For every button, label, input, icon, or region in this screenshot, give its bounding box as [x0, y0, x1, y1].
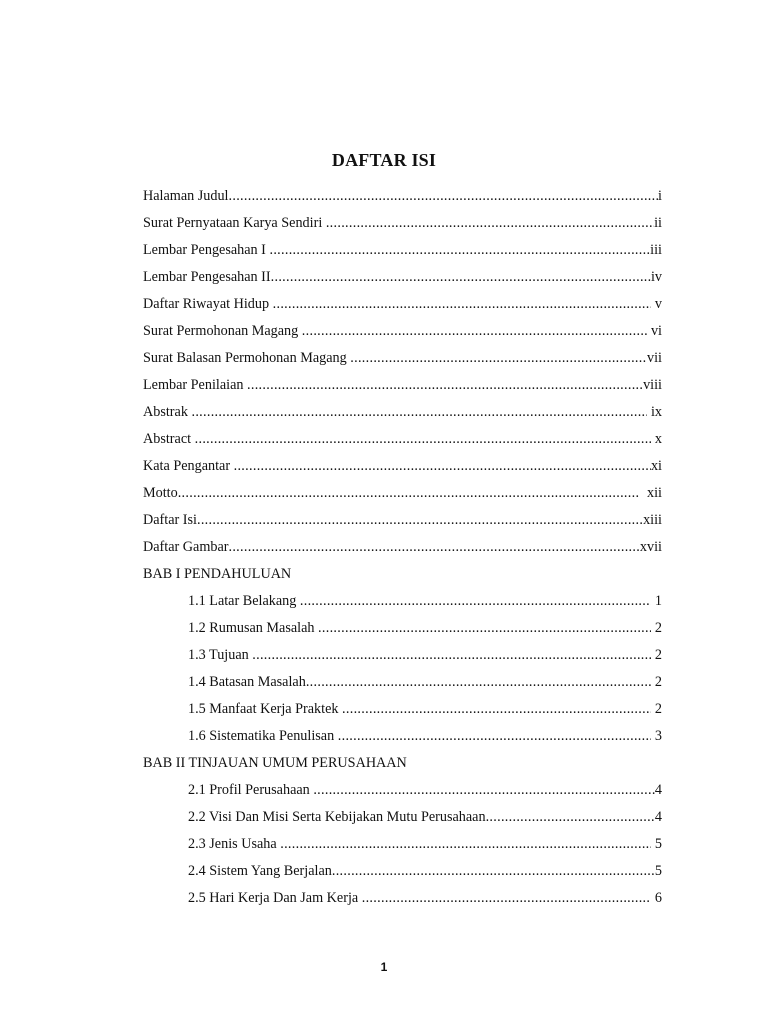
toc-entry — [143, 885, 662, 912]
toc-leader-dots — [332, 863, 655, 880]
toc-entry-label: 2.1 Profil Perusahaan — [188, 782, 314, 798]
toc-leader-dots — [252, 647, 651, 664]
toc-leader-dots — [197, 512, 643, 529]
toc-entry — [143, 669, 662, 696]
toc-entry — [143, 372, 662, 399]
toc-entry-label: 1.4 Batasan Masalah — [188, 674, 306, 690]
toc-entry-label: Motto — [143, 485, 178, 501]
toc-entry — [143, 804, 662, 831]
toc-leader-dots — [247, 377, 643, 394]
toc-entry — [143, 696, 662, 723]
toc-leader-dots — [178, 485, 640, 502]
toc-entry-page: 2 — [651, 620, 662, 636]
toc-entry-page: 3 — [651, 728, 662, 744]
toc-leader-dots — [269, 242, 650, 259]
toc-entry-label: Halaman Judul — [143, 188, 229, 204]
toc-entry — [143, 237, 662, 264]
toc-chapter-heading — [143, 561, 662, 588]
toc-entry-label: Lembar Pengesahan II — [143, 269, 271, 285]
toc-leader-dots — [191, 404, 647, 421]
toc-entry-page: 2 — [651, 701, 662, 717]
toc-entry-label: Abstract — [143, 431, 195, 447]
toc-entry-page: 5 — [654, 863, 662, 879]
toc-entry-label: 2.3 Jenis Usaha — [188, 836, 281, 852]
toc-entry — [143, 642, 662, 669]
toc-entry-label: 1.6 Sistematika Penulisan — [188, 728, 338, 744]
toc-entry-page: iii — [650, 242, 662, 258]
toc-entry — [143, 291, 662, 318]
toc-leader-dots — [362, 890, 652, 907]
toc-entry-label: Lembar Penilaian — [143, 377, 248, 393]
toc-leader-dots — [326, 215, 654, 232]
toc-entry-label: Daftar Isi — [143, 512, 197, 528]
toc-entry-label: 1.2 Rumusan Masalah — [188, 620, 319, 636]
toc-leader-dots — [300, 593, 651, 610]
toc-leader-dots — [486, 809, 655, 826]
toc-leader-dots — [271, 269, 651, 286]
toc-entry — [143, 264, 662, 291]
toc-entry-label: Kata Pengantar — [143, 458, 234, 474]
toc-entry — [143, 858, 662, 885]
toc-entry-page: 4 — [654, 782, 662, 798]
toc-entry-page: 6 — [651, 890, 662, 906]
toc-entry-label: BAB I PENDAHULUAN — [143, 566, 292, 582]
toc-leader-dots — [313, 782, 655, 799]
toc-entry-page: 1 — [651, 593, 662, 609]
toc-entry-page: xi — [650, 458, 662, 474]
toc-entry-page: 2 — [651, 674, 662, 690]
toc-chapter-heading — [143, 750, 662, 777]
page-title: DAFTAR ISI — [331, 150, 437, 170]
toc-entry — [143, 534, 662, 561]
toc-entry-label: Surat Balasan Permohonan Magang — [143, 350, 351, 366]
toc-entry-page: iv — [650, 269, 662, 285]
toc-entry — [143, 453, 662, 480]
toc-entry — [143, 345, 662, 372]
toc-entry-page: xvii — [639, 539, 662, 555]
toc-entry-label: Surat Pernyataan Karya Sendiri — [143, 215, 326, 231]
toc-entry-page: vii — [647, 350, 662, 366]
toc-entry — [143, 777, 662, 804]
toc-leader-dots — [342, 701, 651, 718]
page-number: 1 — [380, 960, 388, 974]
toc-entry-label: 1.5 Manfaat Kerja Praktek — [188, 701, 343, 717]
toc-entry — [143, 318, 662, 345]
toc-entry-label: Abstrak — [143, 404, 192, 420]
toc-entry-page: v — [651, 296, 662, 312]
toc-entry-page: viii — [643, 377, 662, 393]
toc-entry — [143, 723, 662, 750]
toc-entry — [143, 399, 662, 426]
toc-leader-dots — [234, 458, 651, 475]
toc-entry-label: 2.5 Hari Kerja Dan Jam Kerja — [188, 890, 362, 906]
toc-entry-label: Daftar Riwayat Hidup — [143, 296, 273, 312]
toc-leader-dots — [318, 620, 651, 637]
toc-entry-label: 1.3 Tujuan — [188, 647, 253, 663]
toc-entry-label: BAB II TINJAUAN UMUM PERUSAHAAN — [143, 755, 407, 771]
toc-entry-label: 2.4 Sistem Yang Berjalan — [188, 863, 332, 879]
toc-entry — [143, 480, 662, 507]
toc-leader-dots — [228, 539, 639, 556]
toc-entry-label: Lembar Pengesahan I — [143, 242, 270, 258]
toc-entry-label: 2.2 Visi Dan Misi Serta Kebijakan Mutu Perusahaan — [188, 809, 486, 825]
toc-entry-page: ix — [647, 404, 662, 420]
toc-entry-label: Surat Permohonan Magang — [143, 323, 302, 339]
toc-entry-page: 2 — [651, 647, 662, 663]
toc-leader-dots — [302, 323, 648, 340]
toc-entry-page: ii — [654, 215, 662, 231]
toc-entry — [143, 615, 662, 642]
toc-entry — [143, 183, 662, 210]
toc-entry-page: xii — [639, 485, 662, 501]
toc-leader-dots — [306, 674, 652, 691]
toc-leader-dots — [229, 188, 659, 205]
toc-entry — [143, 507, 662, 534]
toc-entry-page: vi — [647, 323, 662, 339]
toc-leader-dots — [338, 728, 652, 745]
toc-entry-page: 4 — [654, 809, 662, 825]
toc-entry — [143, 426, 662, 453]
table-of-contents — [143, 183, 662, 912]
toc-leader-dots — [280, 836, 651, 853]
toc-leader-dots — [350, 350, 647, 367]
toc-entry — [143, 831, 662, 858]
toc-entry-page: i — [658, 188, 662, 204]
toc-entry-label: Daftar Gambar — [143, 539, 229, 555]
toc-leader-dots — [273, 296, 652, 313]
toc-entry-page: xiii — [643, 512, 662, 528]
toc-entry-label: 1.1 Latar Belakang — [188, 593, 300, 609]
toc-leader-dots — [195, 431, 652, 448]
toc-entry-page: x — [651, 431, 662, 447]
toc-entry — [143, 210, 662, 237]
toc-entry — [143, 588, 662, 615]
toc-entry-page: 5 — [651, 836, 662, 852]
